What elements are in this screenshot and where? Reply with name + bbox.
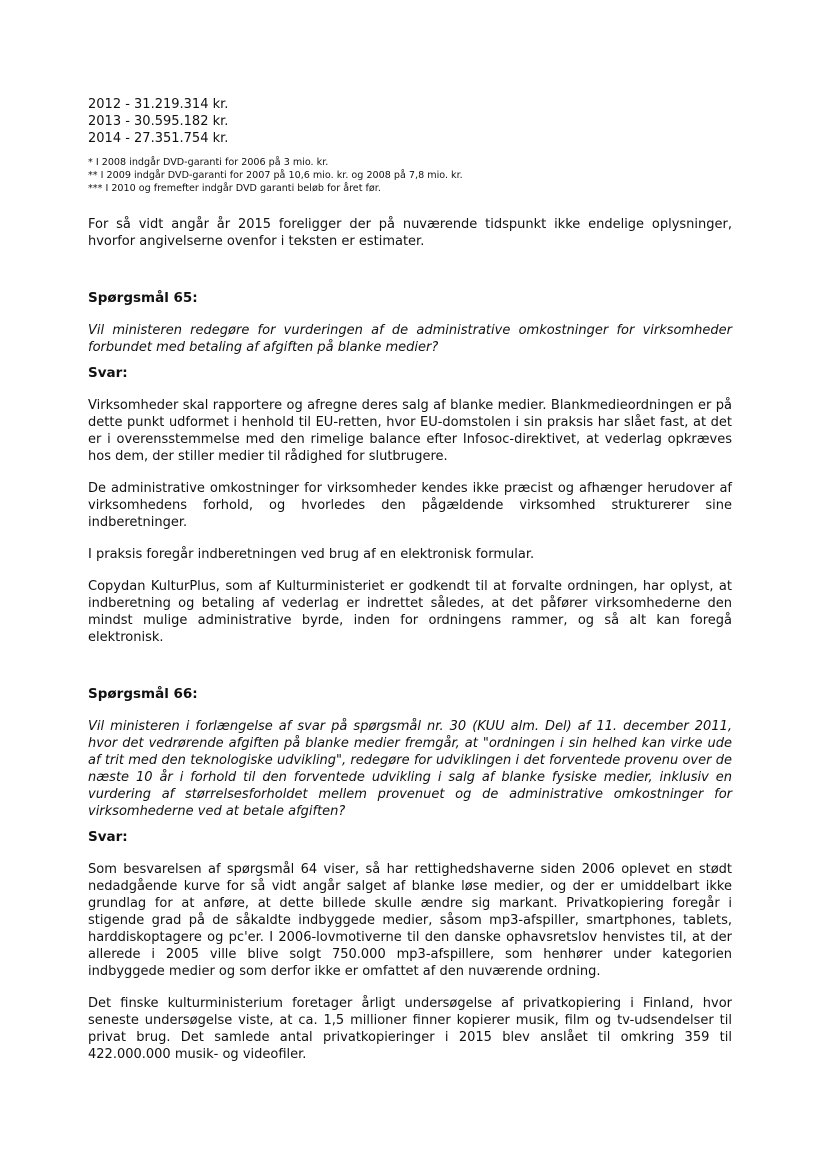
revenue-list bbox=[88, 96, 732, 147]
question-65-section bbox=[88, 290, 732, 646]
answer-65-heading: Svar: bbox=[88, 365, 128, 381]
footnote: *** I 2010 og fremefter indgår DVD garanti beløb for året før. bbox=[88, 183, 381, 194]
question-66-text: Vil ministeren i forlængelse af svar på spørgsmål nr. 30 (KUU alm. Del) af 11. december 2011, hvor det vedrørende afgiften på blanke medier fremgår, at "ordningen i sin helhed kan virke ude af trit med den teknologiske udvikling", redegøre for udviklingen i det forventede provenu over de næste 10 år i forhold til den forventede udvikling i salg af blanke fysiske medier, inklusiv en vurdering af størrelsesforholdet mellem provenuet og de administrative omkostninger for virksomhederne ved at betale afgiften? bbox=[88, 719, 732, 819]
revenue-line: 2014 - 27.351.754 kr. bbox=[88, 131, 229, 146]
answer-65-paragraph: De administrative omkostninger for virksomheder kendes ikke præcist og afhænger herudover af virksomhedens forhold, og hvorledes den pågældende virksomhed strukturerer sine indberetninger. bbox=[88, 481, 732, 530]
footnotes bbox=[88, 156, 732, 195]
answer-66-paragraph: Som besvarelsen af spørgsmål 64 viser, så har rettighedshaverne siden 2006 oplevet en stødt nedadgående kurve for så vidt angår salget af blanke løse medier, og der er umiddelbart ikke grundlag for at anføre, at dette billede skulle ændre sig markant. Privatkopiering foregår i stigende grad på de såkaldte indbyggede medier, såsom mp3-afspiller, smartphones, tablets, harddiskoptagere og pc'er. I 2006-lovmotiverne til den danske ophavsretslov henvistes til, at der allerede i 2005 ville blive solgt 750.000 mp3-afspillere, som henhører under kategorien indbyggede medier og som derfor ikke er omfattet af den nuværende ordning. bbox=[88, 862, 732, 979]
document-page bbox=[88, 96, 732, 1063]
footnote: * I 2008 indgår DVD-garanti for 2006 på 3 mio. kr. bbox=[88, 157, 329, 168]
answer-66-paragraph: Det finske kulturministerium foretager årligt undersøgelse af privatkopiering i Finland, hvor seneste undersøgelse viste, at ca. 1,5 millioner finner kopierer musik, film og tv-udsendelser til privat brug. Det samlede antal privatkopieringer i 2015 blev anslået til omkring 359 til 422.000.000 musik- og videofiler. bbox=[88, 996, 732, 1062]
question-65-text: Vil ministeren redegøre for vurderingen af de administrative omkostninger for virksomheder forbundet med betaling af afgiften på blanke medier? bbox=[88, 323, 732, 355]
estimate-note: For så vidt angår år 2015 foreligger der på nuværende tidspunkt ikke endelige oplysninger, hvorfor angivelserne ovenfor i teksten er estimater. bbox=[88, 217, 732, 249]
answer-65-paragraph: Virksomheder skal rapportere og afregne deres salg af blanke medier. Blankmedieordningen er på dette punkt udformet i henhold til EU-retten, hvor EU-domstolen i sin praksis har slået fast, at det er i overensstemmelse med den rimelige balance efter Infosoc-direktivet, at vederlag opkræves hos dem, der stiller medier til rådighed for slutbrugere. bbox=[88, 398, 732, 464]
revenue-line: 2012 - 31.219.314 kr. bbox=[88, 97, 229, 112]
question-66-heading: Spørgsmål 66: bbox=[88, 686, 198, 702]
footnote: ** I 2009 indgår DVD-garanti for 2007 på 10,6 mio. kr. og 2008 på 7,8 mio. kr. bbox=[88, 170, 463, 181]
question-65-heading: Spørgsmål 65: bbox=[88, 290, 198, 306]
answer-65-paragraph: I praksis foregår indberetningen ved brug af en elektronisk formular. bbox=[88, 547, 535, 562]
answer-66-heading: Svar: bbox=[88, 829, 128, 845]
answer-65-paragraph: Copydan KulturPlus, som af Kulturministeriet er godkendt til at forvalte ordningen, har oplyst, at indberetning og betaling af vederlag er indrettet således, at det påfører virksomhederne den mindst mulige administrative byrde, inden for ordningens rammer, og så alt kan foregå elektronisk. bbox=[88, 579, 732, 645]
revenue-line: 2013 - 30.595.182 kr. bbox=[88, 114, 229, 129]
question-66-section bbox=[88, 686, 732, 1063]
